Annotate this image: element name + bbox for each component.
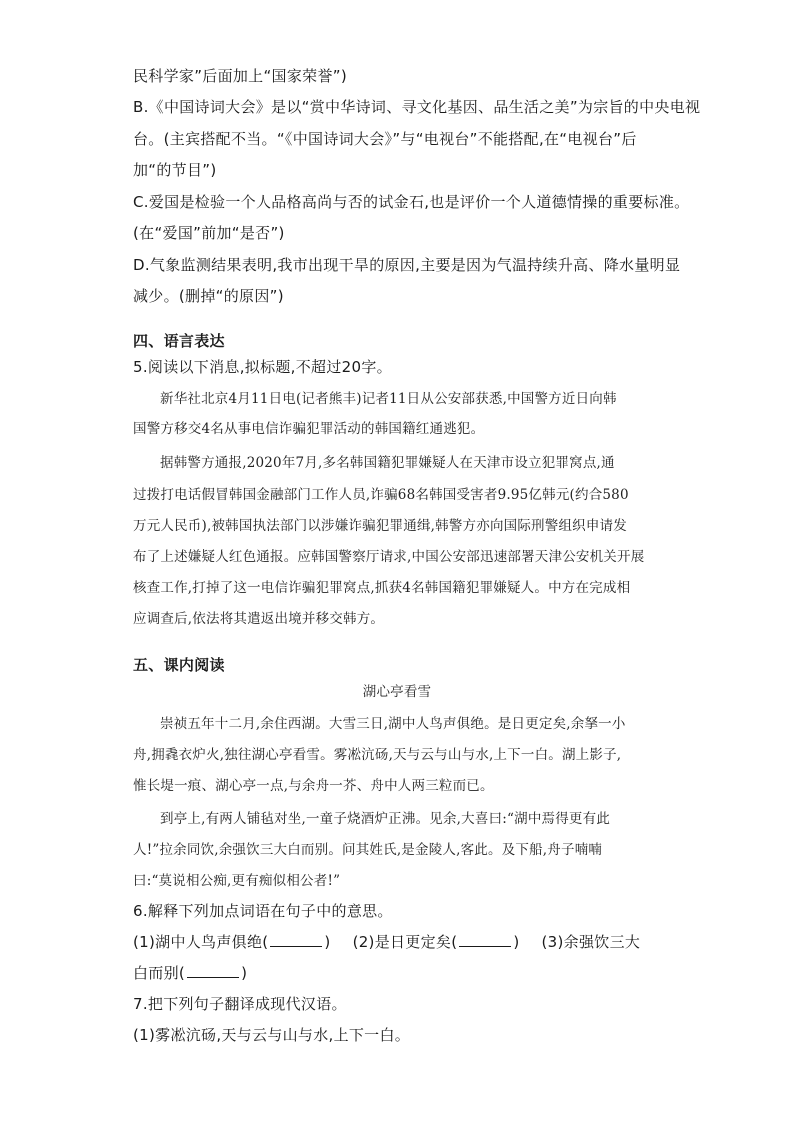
news-paragraph-1-line-1: 新华社北京4月11日电(记者熊丰)记者11日从公安部获悉,中国警方近日向韩	[160, 391, 617, 407]
news-paragraph-2-line-5: 核查工作,打掉了这一电信诈骗犯罪窝点,抓获4名韩国籍犯罪嫌疑人。中方在完成相	[133, 580, 631, 596]
question-6: 6.解释下列加点词语在句子中的意思。	[133, 902, 393, 920]
passage-paragraph-1-line-1: 崇祯五年十二月,余住西湖。大雪三日,湖中人鸟声俱绝。是日更定矣,余拏一小	[160, 716, 626, 732]
option-c-line-2: (在“爱国”前加“是否”)	[133, 224, 285, 242]
option-b-line-3: 加“的节目”)	[133, 161, 217, 179]
q6-item-1-blank[interactable]	[270, 932, 322, 947]
option-c-line-1: C.爱国是检验一个人品格高尚与否的试金石,也是评价一个人道德情操的重要标准。	[133, 193, 690, 211]
question-6-items-line-1	[133, 932, 640, 952]
option-b-line-2: 台。(主宾搭配不当。“《中国诗词大会》”与“电视台”不能搭配,在“电视台”后	[133, 130, 637, 148]
question-6-items-line-2	[133, 963, 247, 983]
passage-paragraph-2-line-3: 曰:“莫说相公痴,更有痴似相公者!”	[133, 873, 341, 889]
option-b-line-1: B.《中国诗词大会》是以“赏中华诗词、寻文化基因、品生活之美”为宗旨的中央电视	[133, 98, 701, 116]
passage-paragraph-1-line-3: 惟长堤一痕、湖心亭一点,与余舟一芥、舟中人两三粒而已。	[133, 778, 494, 794]
news-paragraph-2-line-2: 过拨打电话假冒韩国金融部门工作人员,诈骗68名韩国受害者9.95亿韩元(约合580	[133, 487, 629, 503]
q6-item-2-text: (2)是日更定矣(	[352, 933, 458, 951]
section-heading-language-expression: 四、语言表达	[133, 332, 225, 350]
q6-item-1-text: (1)湖中人鸟声俱绝(	[133, 933, 269, 951]
q6-item-3-continued: 白而别(	[133, 964, 186, 982]
passage-paragraph-2-line-1: 到亭上,有两人铺毡对坐,一童子烧酒炉正沸。见余,大喜曰:“湖中焉得更有此	[160, 811, 611, 827]
q6-item-3-close: )	[241, 964, 248, 982]
question-5: 5.阅读以下消息,拟标题,不超过20字。	[133, 358, 392, 376]
option-d-line-1: D.气象监测结果表明,我市出现干旱的原因,主要是因为气温持续升高、降水量明显	[133, 256, 681, 274]
q6-item-2-blank[interactable]	[459, 932, 511, 947]
news-paragraph-2-line-6: 应调查后,依法将其遣返出境并移交韩方。	[133, 611, 385, 627]
news-paragraph-2-line-3: 万元人民币),被韩国执法部门以涉嫌诈骗犯罪通缉,韩警方亦向国际刑警组织申请发	[133, 518, 627, 534]
q6-item-1-close: )	[324, 933, 331, 951]
section-heading-in-class-reading: 五、课内阅读	[133, 656, 225, 674]
q6-item-3-text: (3)余强饮三大	[541, 933, 641, 951]
answer-line-1: 民科学家”后面加上“国家荣誉”)	[133, 67, 347, 85]
news-paragraph-2-line-1: 据韩警方通报,2020年7月,多名韩国籍犯罪嫌疑人在天津市设立犯罪窝点,通	[160, 455, 615, 471]
question-7: 7.把下列句子翻译成现代汉语。	[133, 995, 347, 1013]
q6-item-2-close: )	[513, 933, 520, 951]
passage-title: 湖心亭看雪	[362, 684, 432, 700]
passage-paragraph-1-line-2: 舟,拥毳衣炉火,独往湖心亭看雪。雾凇沆砀,天与云与山与水,上下一白。湖上影子,	[133, 747, 622, 763]
option-d-line-2: 减少。(删掉“的原因”)	[133, 287, 284, 305]
passage-paragraph-2-line-2: 人!”拉余同饮,余强饮三大白而别。问其姓氏,是金陵人,客此。及下船,舟子喃喃	[133, 842, 603, 858]
news-paragraph-1-line-2: 国警方移交4名从事电信诈骗犯罪活动的韩国籍红通逃犯。	[133, 421, 485, 437]
question-7-item-1: (1)雾凇沆砀,天与云与山与水,上下一白。	[133, 1026, 411, 1044]
news-paragraph-2-line-4: 布了上述嫌疑人红色通报。应韩国警察厅请求,中国公安部迅速部署天津公安机关开展	[133, 549, 645, 565]
q6-item-3-blank[interactable]	[187, 963, 239, 978]
